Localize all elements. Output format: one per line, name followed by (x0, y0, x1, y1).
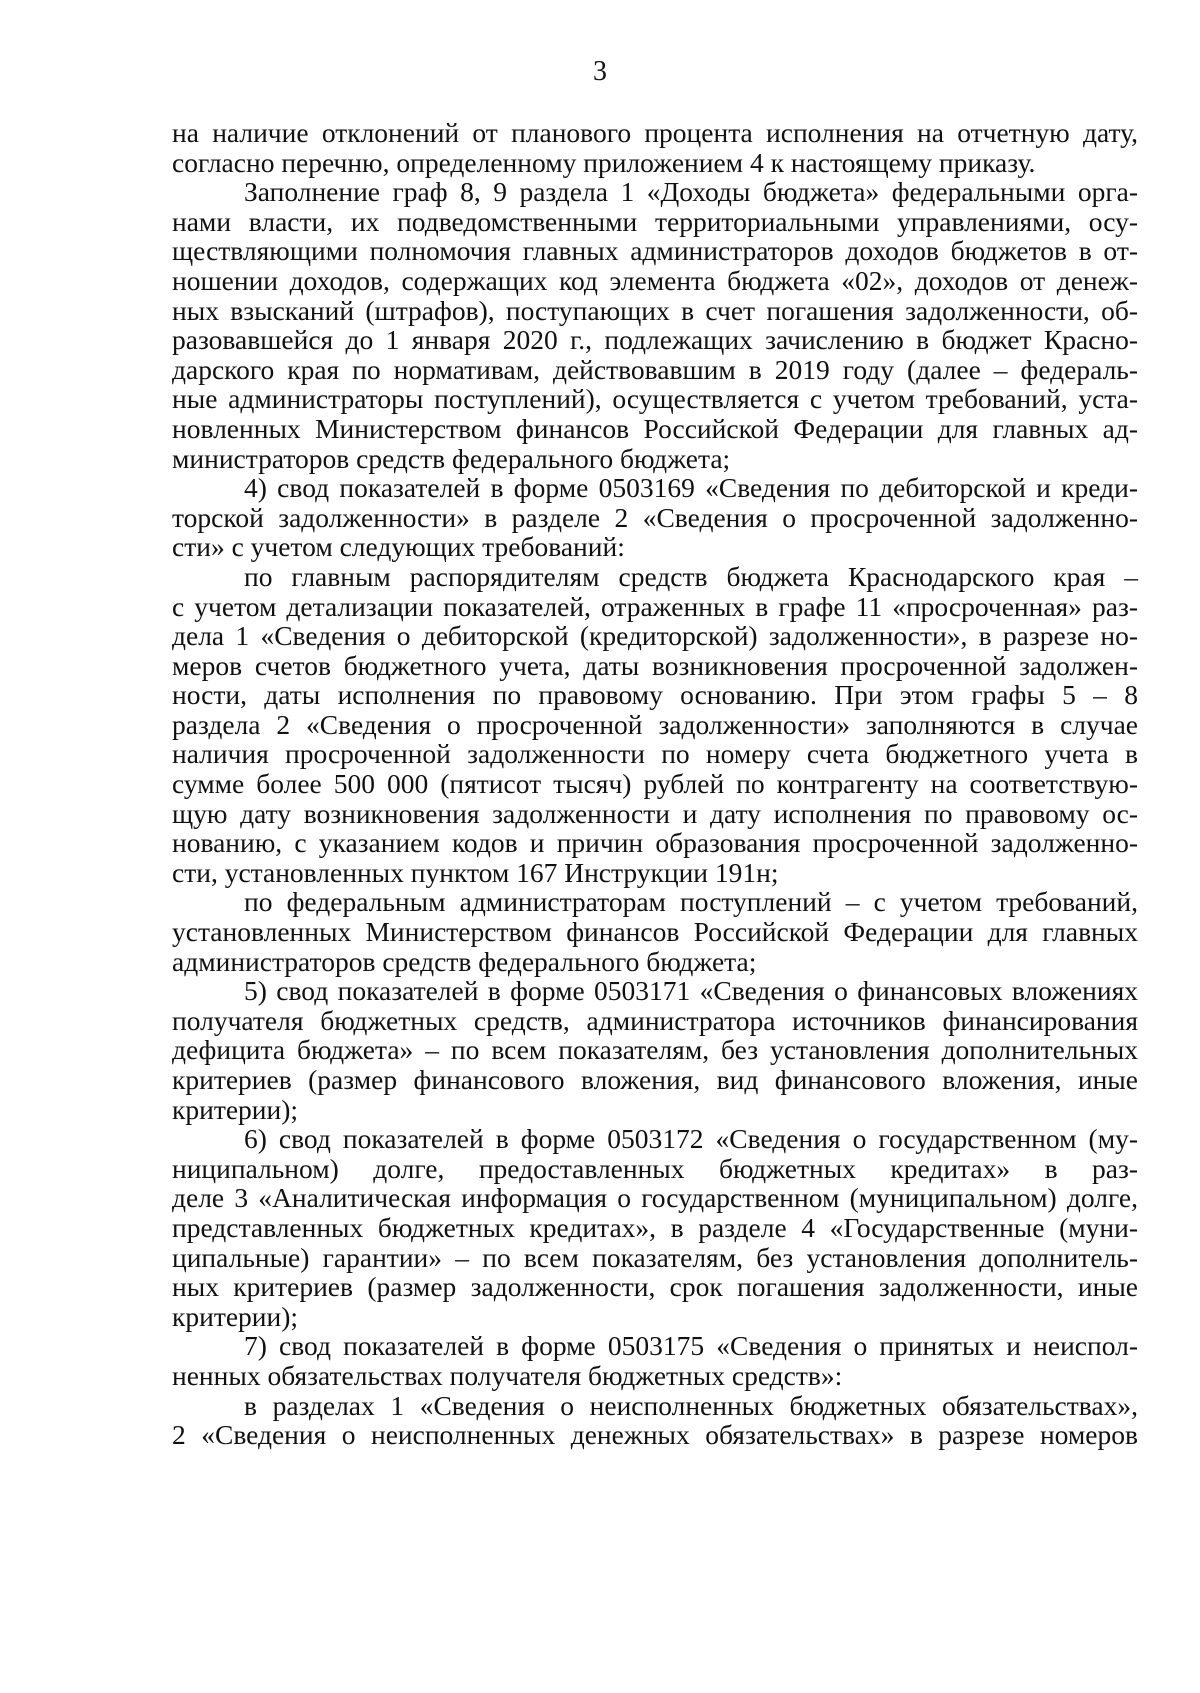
text-line: нами власти, их подведомственными территориальными управлениями, осу- (172, 205, 1138, 237)
text-line: ных взысканий (штрафов), поступающих в счет погашения задолженности, об- (172, 294, 1138, 326)
text-line: администраторов средств федерального бюджета; (172, 945, 757, 977)
text-line: сти, установленных пунктом 167 Инструкции 191н; (172, 856, 779, 888)
text-line: сумме более 500 000 (пятисот тысяч) рублей по контрагенту на соответствую- (172, 768, 1138, 800)
text-line: наличия просроченной задолженности по номеру счета бюджетного учета в (172, 738, 1138, 770)
text-line: по главным распорядителям средств бюджета Краснодарского края – (244, 560, 1138, 592)
text-line: критерии); (172, 1300, 299, 1332)
text-line: ципальные) гарантии» – по всем показателям, без установления дополнитель- (172, 1241, 1138, 1273)
text-line: установленных Министерством финансов Российской Федерации для главных (172, 916, 1138, 948)
text-line: критериев (размер финансового вложения, вид финансового вложения, иные (172, 1064, 1138, 1095)
text-line: раздела 2 «Сведения о просроченной задолженности» заполняются в случае (172, 708, 1138, 740)
text-line: критерии); (172, 1093, 299, 1125)
text-line: сти» с учетом следующих требований: (172, 531, 625, 563)
text-line: Заполнение граф 8, 9 раздела 1 «Доходы бюджета» федеральными орга- (244, 176, 1138, 208)
text-line: деле 3 «Аналитическая информация о государственном (муниципальном) долге, (172, 1182, 1138, 1214)
text-line: 5) свод показателей в форме 0503171 «Сведения о финансовых вложениях (244, 975, 1138, 1007)
text-line: ществляющими полномочия главных администраторов доходов бюджетов в от- (172, 235, 1138, 267)
text-line: ниципальном) долге, предоставленных бюджетных кредитах» в раз- (172, 1152, 1138, 1184)
text-line: с учетом детализации показателей, отраженных в графе 11 «просроченная» раз- (172, 590, 1138, 622)
text-line: ные администраторы поступлений), осуществляется с учетом требований, уста- (172, 383, 1138, 415)
text-line: разовавшейся до 1 января 2020 г., подлежащих зачислению в бюджет Красно- (172, 324, 1138, 356)
text-line: министраторов средств федерального бюджета; (172, 442, 731, 474)
text-line: 4) свод показателей в форме 0503169 «Сведения по дебиторской и креди- (244, 472, 1138, 504)
text-line: меров счетов бюджетного учета, даты возникновения просроченной задолжен- (172, 649, 1138, 681)
text-line: ности, даты исполнения по правовому основанию. При этом графы 5 – 8 (172, 679, 1138, 711)
text-line: ненных обязательствах получателя бюджетных средств»: (172, 1359, 843, 1391)
text-line: дефицита бюджета» – по всем показателям, без установления дополнительных (172, 1034, 1138, 1066)
text-line: ных критериев (размер задолженности, срок погашения задолженности, иные (172, 1271, 1138, 1303)
text-line: новленных Министерством финансов Российской Федерации для главных ад- (172, 412, 1138, 444)
text-line: по федеральным администраторам поступлений – с учетом требований, (244, 886, 1138, 918)
text-line: на наличие отклонений от планового процента исполнения на отчетную дату, (172, 117, 1138, 148)
page-number: 3 (593, 56, 607, 87)
text-line: торской задолженности» в разделе 2 «Сведения о просроченной задолженно- (172, 501, 1138, 533)
text-line: согласно перечню, определенному приложением 4 к настоящему приказу. (172, 146, 1036, 178)
text-line: 2 «Сведения о неисполненных денежных обязательствах» в разрезе номеров (172, 1419, 1138, 1451)
body-text (172, 118, 1138, 1450)
text-line: 6) свод показателей в форме 0503172 «Сведения о государственном (му- (244, 1123, 1138, 1155)
text-line: получателя бюджетных средств, администратора источников финансирования (172, 1004, 1138, 1036)
text-line: дарского края по нормативам, действовавшим в 2019 году (далее – федераль- (172, 353, 1138, 385)
text-line: ношении доходов, содержащих код элемента бюджета «02», доходов от денеж- (172, 264, 1138, 296)
text-line: 7) свод показателей в форме 0503175 «Сведения о принятых и неиспол- (244, 1330, 1138, 1362)
text-line: нованию, с указанием кодов и причин образования просроченной задолженно- (172, 827, 1138, 859)
text-line: щую дату возникновения задолженности и дату исполнения по правовому ос- (172, 797, 1138, 829)
text-line: дела 1 «Сведения о дебиторской (кредиторской) задолженности», в разрезе но- (172, 620, 1138, 652)
text-line: в разделах 1 «Сведения о неисполненных бюджетных обязательствах», (244, 1389, 1138, 1421)
text-line: представленных бюджетных кредитах», в разделе 4 «Государственные (муни- (172, 1211, 1138, 1243)
